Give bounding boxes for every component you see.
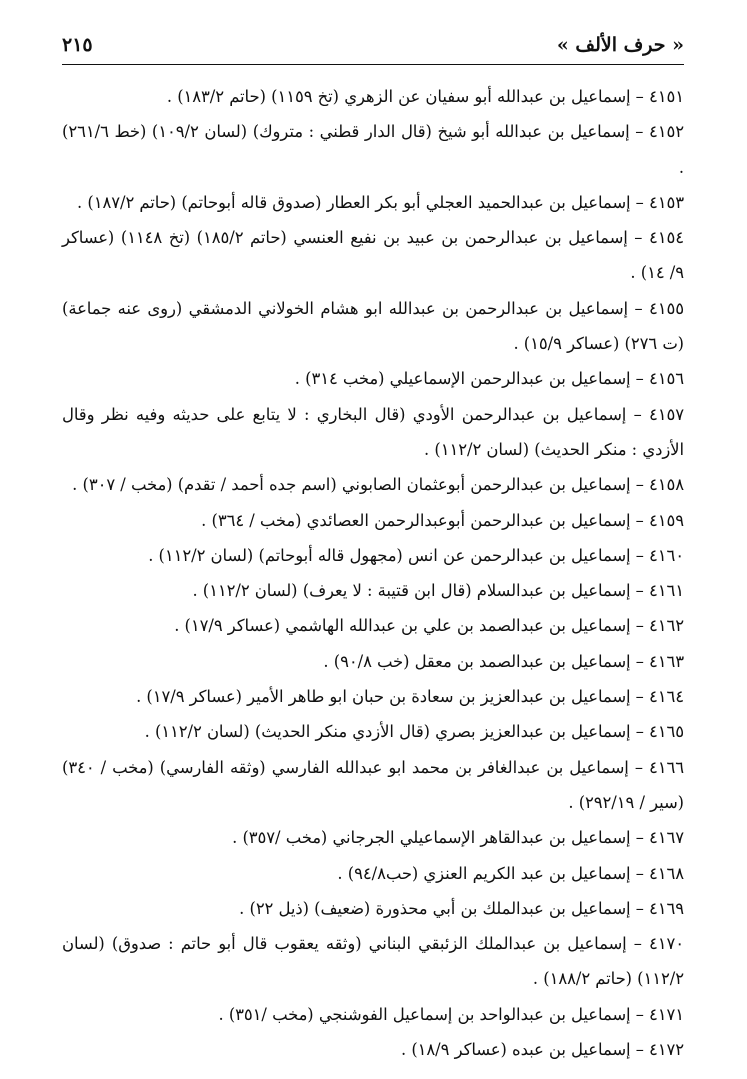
entry-4160: ٤١٦٠ – إسماعيل بن عبدالرحمن عن انس (مجهول قاله أبوحاتم) (لسان ١١٢/٢) .: [148, 545, 684, 565]
entry-4157: ٤١٥٧ – إسماعيل بن عبدالرحمن الأودي (قال البخاري : لا يتابع على حديثه وفيه نظر وقال الأزدي : منكر الحديث) (لسان ١١٢/٢) .: [62, 404, 684, 459]
entry-4162: ٤١٦٢ – إسماعيل بن عبدالصمد بن علي بن عبدالله الهاشمي (عساكر ١٧/٩) .: [174, 616, 684, 636]
chapter-title: « حرف الألف »: [556, 34, 684, 56]
entry-4171: ٤١٧١ – إسماعيل بن عبدالواحد بن إسماعيل الفوشنجي (مخب /٣٥١) .: [218, 1004, 684, 1024]
entry-4155: ٤١٥٥ – إسماعيل بن عبدالرحمن بن عبدالله ابو هشام الخولاني الدمشقي (روى عنه جماعة) (ت ٢٧٦) (عساكر ١٥/٩) .: [62, 298, 684, 354]
entry-4168: ٤١٦٨ – إسماعيل بن عبد الكريم العنزي (حب٩٤/٨) .: [337, 863, 684, 883]
book-page: [62, 30, 684, 1067]
entry-list: [62, 79, 684, 1067]
entry-4167: ٤١٦٧ – إسماعيل بن عبدالقاهر الإسماعيلي الجرجاني (مخب /٣٥٧) .: [232, 828, 684, 848]
entry-4159: ٤١٥٩ – إسماعيل بن عبدالرحمن أبوعبدالرحمن العصائدي (مخب / ٣٦٤) .: [201, 510, 684, 530]
entry-4165: ٤١٦٥ – إسماعيل بن عبدالعزيز بصري (قال الأزدي منكر الحديث) (لسان ١١٢/٢) .: [144, 722, 684, 742]
entry-4158: ٤١٥٨ – إسماعيل بن عبدالرحمن أبوعثمان الصابوني (اسم جده أحمد / تقدم) (مخب / ٣٠٧) .: [72, 475, 684, 495]
entry-4151: ٤١٥١ – إسماعيل بن عبدالله أبو سفيان عن الزهري (تخ ١١٥٩) (حاتم ١٨٣/٢) .: [166, 87, 684, 106]
page-number: ٢١٥: [62, 34, 93, 56]
entry-4153: ٤١٥٣ – إسماعيل بن عبدالحميد العجلي أبو بكر العطار (صدوق قاله أبوحاتم) (حاتم ١٨٧/٢) .: [77, 192, 684, 212]
entry-4164: ٤١٦٤ – إسماعيل بن عبدالعزيز بن سعادة بن حبان ابو طاهر الأمير (عساكر ١٧/٩) .: [136, 687, 684, 707]
entry-4154: ٤١٥٤ – إسماعيل بن عبدالرحمن بن عبيد بن نفيع العنسي (حاتم ١٨٥/٢) (تخ ١١٤٨) (عساكر ٩/ ١٤) .: [62, 228, 684, 283]
entry-4156: ٤١٥٦ – إسماعيل بن عبدالرحمن الإسماعيلي (مخب ٣١٤) .: [294, 369, 684, 389]
entry-4163: ٤١٦٣ – إسماعيل بن عبدالصمد بن معقل (خب ٩٠/٨) .: [323, 651, 684, 671]
page-header: [62, 30, 684, 65]
entry-4169: ٤١٦٩ – إسماعيل بن عبدالملك بن أبي محذورة (ضعيف) (ذيل ٢٢) .: [239, 898, 684, 918]
entry-4161: ٤١٦١ – إسماعيل بن عبدالسلام (قال ابن قتيبة : لا يعرف) (لسان ١١٢/٢) .: [192, 581, 684, 601]
entry-4166: ٤١٦٦ – إسماعيل بن عبدالغافر بن محمد ابو عبدالله الفارسي (وثقه الفارسي) (مخب / ٣٤٠) (سير / ٢٩٢/١٩) .: [62, 757, 684, 812]
entry-4172: ٤١٧٢ – إسماعيل بن عبده (عساكر ١٨/٩) .: [400, 1040, 684, 1060]
entry-4170: ٤١٧٠ – إسماعيل بن عبدالملك الزئبقي البناني (وثقه يعقوب قال أبو حاتم : صدوق) (لسان ١١٢/٢) (حاتم ١٨٨/٢) .: [62, 934, 684, 989]
entry-4152: ٤١٥٢ – إسماعيل بن عبدالله أبو شيخ (قال الدار قطني : متروك) (لسان ١٠٩/٢) (خط ٢٦١/٦) .: [62, 122, 684, 177]
